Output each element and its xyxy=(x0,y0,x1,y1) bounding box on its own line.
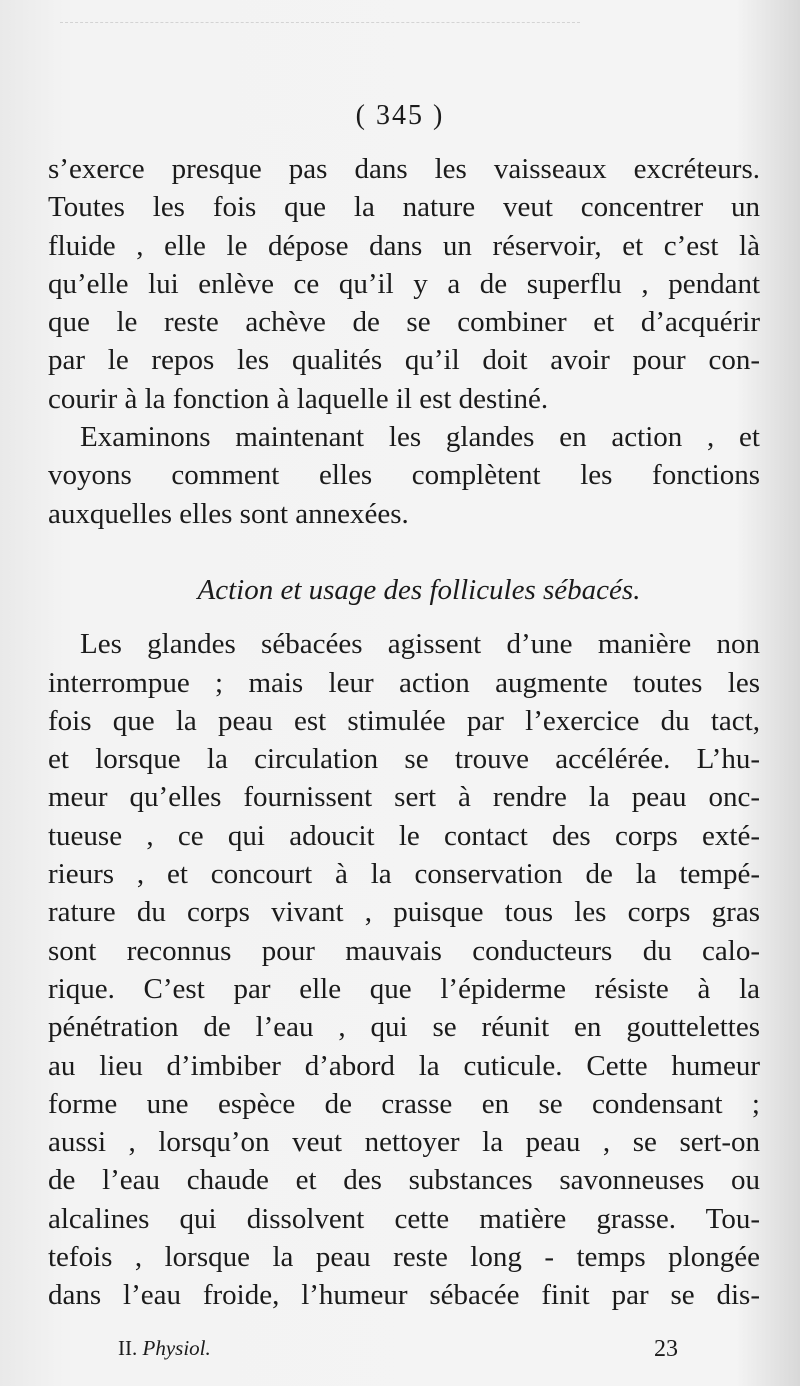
text-line: rieurs , et concourt à la conservation de la tempé- xyxy=(48,858,760,891)
text-line: courir à la fonction à laquelle il est destiné. xyxy=(48,382,549,415)
paragraph-3 xyxy=(48,625,760,1314)
text-line: et lorsque la circulation se trouve accélérée. L’hu- xyxy=(48,743,760,776)
text-line: par le repos les qualités qu’il doit avoir pour con- xyxy=(48,344,760,377)
paragraph-1 xyxy=(48,150,760,418)
paragraph-2 xyxy=(48,418,760,533)
page-number: ( 345 ) xyxy=(355,100,445,131)
signature-title: Physiol. xyxy=(142,1336,211,1360)
signature-prefix: II. xyxy=(118,1336,138,1360)
text-line: forme une espèce de crasse en se condensant ; xyxy=(48,1087,760,1120)
signature-label xyxy=(118,1336,211,1363)
text-line: s’exerce presque pas dans les vaisseaux excréteurs. xyxy=(48,153,760,185)
text-line: Les glandes sébacées agissent d’une manière non xyxy=(80,628,760,661)
text-line: auxquelles elles sont annexées. xyxy=(48,497,409,530)
text-line: pénétration de l’eau , qui se réunit en gouttelettes xyxy=(48,1011,760,1044)
signature-mark: 23 xyxy=(654,1336,678,1362)
page-smudge xyxy=(60,22,580,43)
text-line: alcalines qui dissolvent cette matière grasse. Tou- xyxy=(48,1202,760,1235)
body-text xyxy=(48,150,760,1315)
text-line: rature du corps vivant , puisque tous les corps gras xyxy=(48,896,760,929)
text-line: sont reconnus pour mauvais conducteurs du calo- xyxy=(48,934,760,967)
text-line: Toutes les fois que la nature veut concentrer un xyxy=(48,191,760,224)
text-line: de l’eau chaude et des substances savonneuses ou xyxy=(48,1164,760,1197)
text-line: fois que la peau est stimulée par l’exercice du tact, xyxy=(48,704,760,737)
text-line: meur qu’elles fournissent sert à rendre la peau onc- xyxy=(48,781,760,814)
text-line: au lieu d’imbiber d’abord la cuticule. Cette humeur xyxy=(48,1049,760,1082)
text-line: rique. C’est par elle que l’épiderme résiste à la xyxy=(48,972,760,1005)
text-line: voyons comment elles complètent les fonctions xyxy=(48,459,760,492)
text-line: aussi , lorsqu’on veut nettoyer la peau , se sert-on xyxy=(48,1126,760,1159)
page-footer xyxy=(118,1336,678,1363)
section-heading: Action et usage des follicules sébacés. xyxy=(197,573,641,606)
text-line: interrompue ; mais leur action augmente toutes les xyxy=(48,666,760,699)
text-line: tueuse , ce qui adoucit le contact des corps exté- xyxy=(48,819,760,852)
text-line: dans l’eau froide, l’humeur sébacée finit par se dis- xyxy=(48,1279,760,1312)
text-line: qu’elle lui enlève ce qu’il y a de superflu , pendant xyxy=(48,267,760,300)
text-line: fluide , elle le dépose dans un réservoir, et c’est là xyxy=(48,229,760,262)
text-line: que le reste achève de se combiner et d’acquérir xyxy=(48,306,760,339)
text-line: tefois , lorsque la peau reste long - temps plongée xyxy=(48,1241,760,1274)
text-line: Examinons maintenant les glandes en action , et xyxy=(80,421,760,454)
